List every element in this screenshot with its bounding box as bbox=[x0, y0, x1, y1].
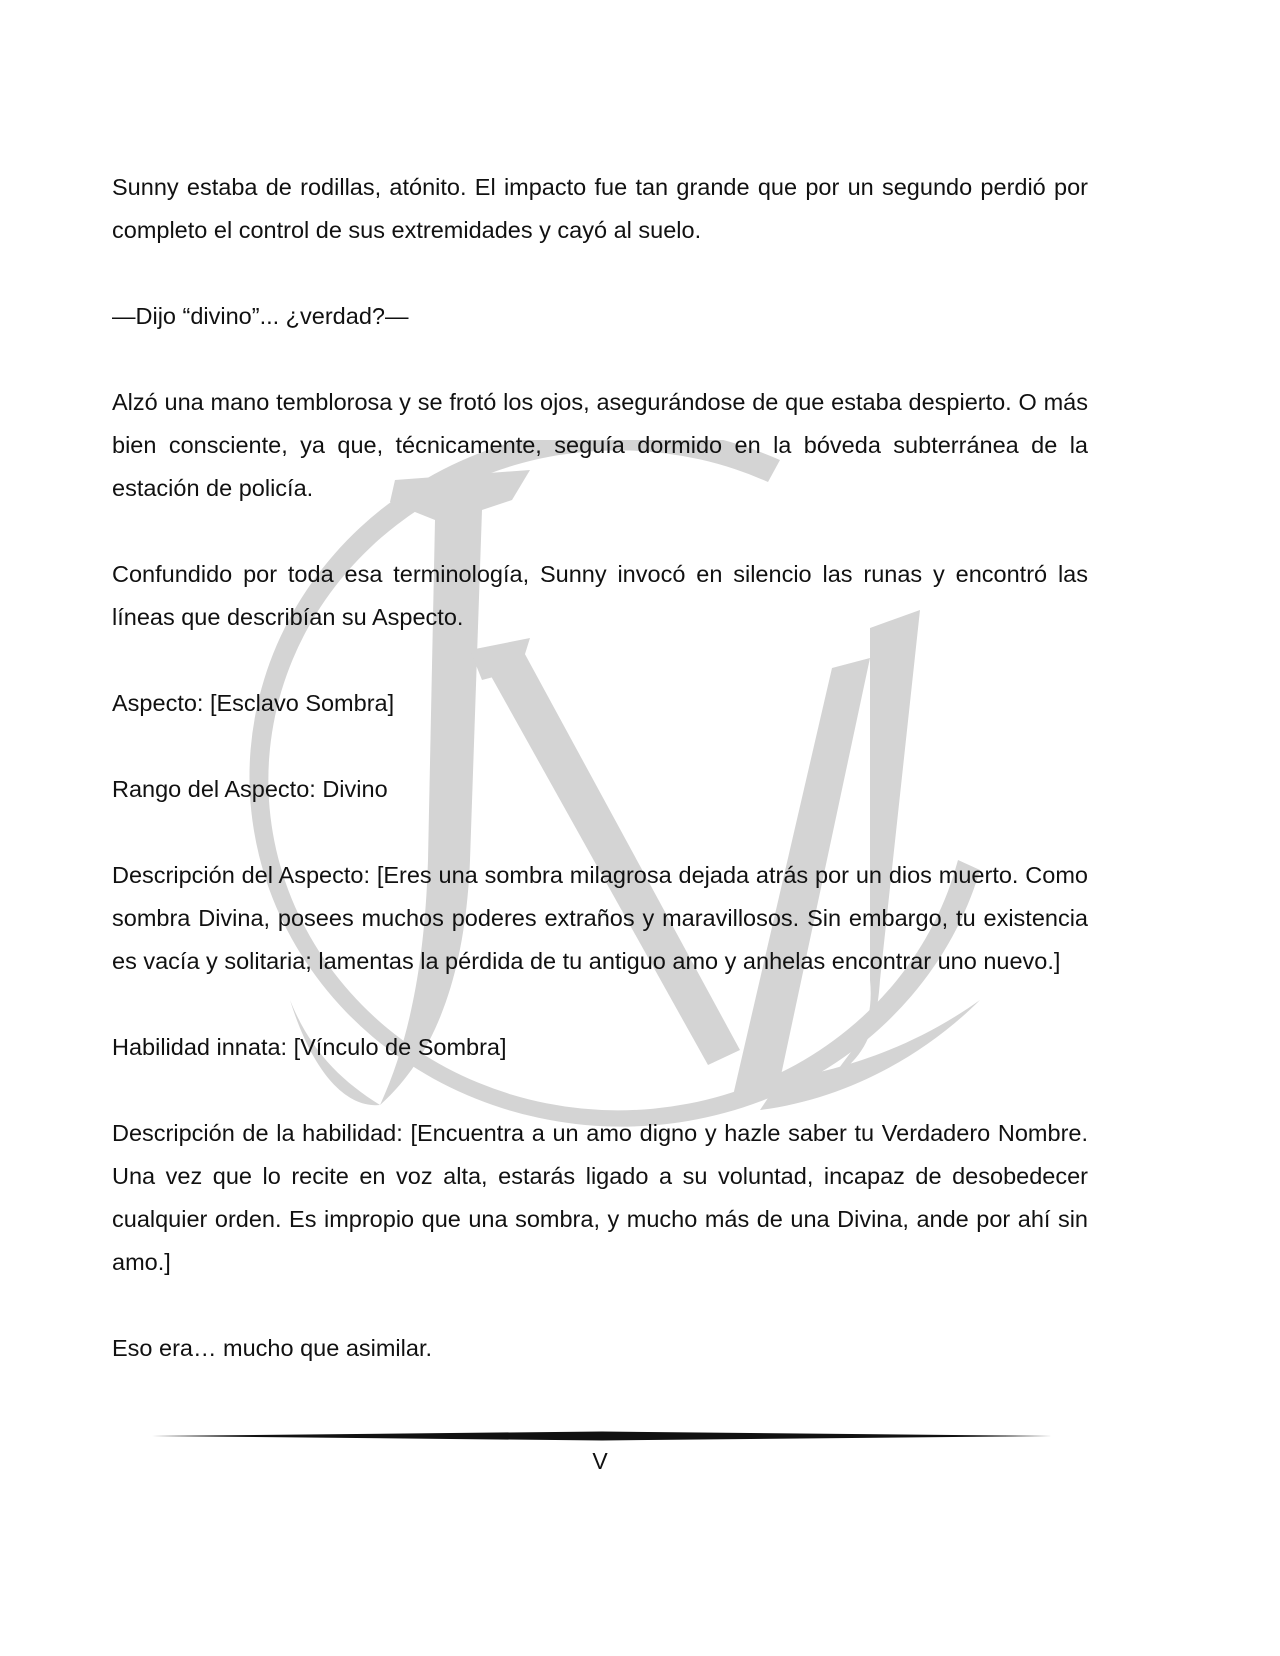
paragraph: Rango del Aspecto: Divino bbox=[112, 776, 388, 802]
footer-divider bbox=[152, 1430, 1052, 1442]
page-body bbox=[112, 166, 1088, 1370]
paragraph: Alzó una mano temblorosa y se frotó los ojos, asegurándose de que estaba despierto. O más bien consciente, ya que, técnicamente, seguía dormido en la bóveda subterránea de la estación de policía. bbox=[112, 389, 1088, 501]
paragraph: Confundido por toda esa terminología, Sunny invocó en silencio las runas y encontró las líneas que describían su Aspecto. bbox=[112, 561, 1088, 630]
paragraph: Habilidad innata: [Vínculo de Sombra] bbox=[112, 1034, 507, 1060]
paragraph: Descripción del Aspecto: [Eres una sombra milagrosa dejada atrás por un dios muerto. Como sombra Divina, posees muchos poderes extraños y maravillosos. Sin embargo, tu existencia es vacía y solitaria; lamentas la pérdida de tu antiguo amo y anhelas encontrar uno nuevo.] bbox=[112, 862, 1088, 974]
paragraph: Eso era… mucho que asimilar. bbox=[112, 1335, 433, 1361]
paragraph: Descripción de la habilidad: [Encuentra a un amo digno y hazle saber tu Verdadero Nombre. Una vez que lo recite en voz alta, estarás ligado a su voluntad, incapaz de desobedecer cualquier orden. Es impropio que una sombra, y mucho más de una Divina, ande por ahí sin amo.] bbox=[112, 1120, 1088, 1275]
page-number: V bbox=[592, 1448, 608, 1474]
paragraph: Aspecto: [Esclavo Sombra] bbox=[112, 690, 395, 716]
paragraph: Sunny estaba de rodillas, atónito. El impacto fue tan grande que por un segundo perdió por completo el control de sus extremidades y cayó al suelo. bbox=[112, 174, 1088, 243]
paragraph: —Dijo “divino”... ¿verdad?— bbox=[112, 303, 409, 329]
